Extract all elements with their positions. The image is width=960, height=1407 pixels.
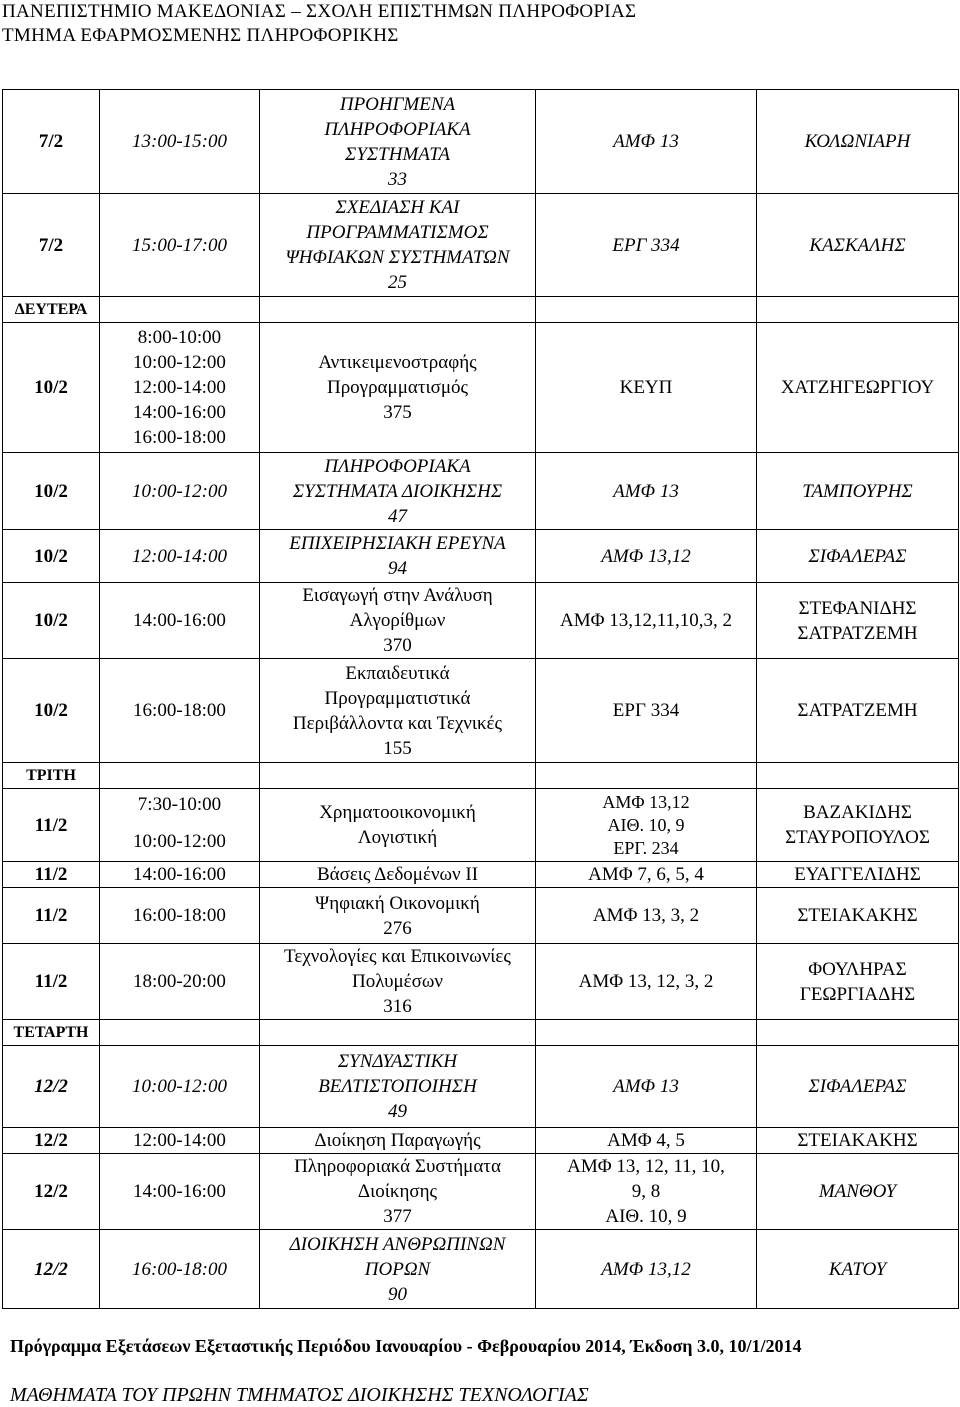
- exam-room: ΕΡΓ 334: [536, 194, 757, 297]
- exam-professor: ΣΙΦΑΛΕΡΑΣ: [757, 530, 959, 583]
- exam-date: 12/2: [3, 1046, 100, 1128]
- table-row: [3, 323, 959, 453]
- exam-time: 12:00-14:00: [100, 1128, 260, 1154]
- exam-room: ΑΜΦ 13,12: [536, 1230, 757, 1309]
- exam-date: 10/2: [3, 583, 100, 659]
- table-row: [3, 1128, 959, 1154]
- exam-room: ΑΜΦ 13,12: [536, 530, 757, 583]
- course-title: Χρηματοοικονομική Λογιστική: [260, 789, 536, 862]
- table-row: [3, 530, 959, 583]
- table-row: [3, 659, 959, 763]
- exam-date: 10/2: [3, 453, 100, 530]
- day-label: ΤΕΤΑΡΤΗ: [3, 1020, 100, 1046]
- exam-time: 10:00-12:00: [100, 1046, 260, 1128]
- exam-room: ΚΕΥΠ: [536, 323, 757, 453]
- exam-professors: ΦΟΥΛΗΡΑΣ ΓΕΩΡΓΙΑΔΗΣ: [757, 944, 959, 1020]
- course-title: Εκπαιδευτικά Προγραμματιστικά Περιβάλλοντα και Τεχνικές 155: [260, 659, 536, 763]
- table-row: [3, 789, 959, 862]
- table-row: [3, 862, 959, 888]
- exam-room: ΑΜΦ 13: [536, 453, 757, 530]
- table-row: [3, 583, 959, 659]
- day-label: ΤΡΙΤΗ: [3, 763, 100, 789]
- exam-professor: ΣΙΦΑΛΕΡΑΣ: [757, 1046, 959, 1128]
- course-title: Εισαγωγή στην Ανάλυση Αλγορίθμων 370: [260, 583, 536, 659]
- exam-date: 7/2: [3, 194, 100, 297]
- exam-time: 16:00-18:00: [100, 888, 260, 944]
- exam-time: 14:00-16:00: [100, 1154, 260, 1230]
- table-row: [3, 1046, 959, 1128]
- exam-date: 10/2: [3, 530, 100, 583]
- exam-time: 13:00-15:00: [100, 90, 260, 194]
- table-row: [3, 194, 959, 297]
- exam-time: 16:00-18:00: [100, 659, 260, 763]
- exam-rooms: ΑΜΦ 13,12 ΑΙΘ. 10, 9 ΕΡΓ. 234: [536, 789, 757, 862]
- exam-professors: ΣΤΕΦΑΝΙΔΗΣ ΣΑΤΡΑΤΖΕΜΗ: [757, 583, 959, 659]
- exam-date: 7/2: [3, 90, 100, 194]
- exam-rooms: ΑΜΦ 13, 12, 11, 10, 9, 8 ΑΙΘ. 10, 9: [536, 1154, 757, 1230]
- day-row: [3, 297, 959, 323]
- exam-date: 12/2: [3, 1154, 100, 1230]
- exam-professor: ΕΥΑΓΓΕΛΙΔΗΣ: [757, 862, 959, 888]
- exam-time: 16:00-18:00: [100, 1230, 260, 1309]
- exam-room: ΑΜΦ 13, 12, 3, 2: [536, 944, 757, 1020]
- exam-time: 18:00-20:00: [100, 944, 260, 1020]
- table-row: [3, 1230, 959, 1309]
- exam-professor: ΜΑΝΘΟΥ: [757, 1154, 959, 1230]
- course-title: ΣΧΕΔΙΑΣΗ ΚΑΙ ΠΡΟΓΡΑΜΜΑΤΙΣΜΟΣ ΨΗΦΙΑΚΩΝ ΣΥΣΤΗΜΑΤΩΝ 25: [260, 194, 536, 297]
- exam-room: ΑΜΦ 13: [536, 90, 757, 194]
- exam-time: 12:00-14:00: [100, 530, 260, 583]
- exam-room: ΕΡΓ 334: [536, 659, 757, 763]
- exam-professor: ΣΤΕΙΑΚΑΚΗΣ: [757, 888, 959, 944]
- schedule-footer-title: Πρόγραμμα Εξετάσεων Εξεταστικής Περιόδου Ιανουαρίου - Φεβρουαρίου 2014, Έκδοση 3.0, 10/1/2014: [10, 1336, 802, 1356]
- exam-professor: ΚΑΤΟΥ: [757, 1230, 959, 1309]
- course-title: Ψηφιακή Οικονομική 276: [260, 888, 536, 944]
- exam-room: ΑΜΦ 7, 6, 5, 4: [536, 862, 757, 888]
- exam-professor: ΚΟΛΩΝΙΑΡΗ: [757, 90, 959, 194]
- course-title: ΕΠΙΧΕΙΡΗΣΙΑΚΗ ΕΡΕΥΝΑ 94: [260, 530, 536, 583]
- exam-time: 14:00-16:00: [100, 862, 260, 888]
- exam-time: 14:00-16:00: [100, 583, 260, 659]
- department-footer: ΜΑΘΗΜΑΤΑ ΤΟΥ ΠΡΩΗΝ ΤΜΗΜΑΤΟΣ ΔΙΟΙΚΗΣΗΣ ΤΕΧΝΟΛΟΓΙΑΣ: [10, 1384, 589, 1406]
- exam-room: ΑΜΦ 13: [536, 1046, 757, 1128]
- table-row: [3, 944, 959, 1020]
- exam-date: 11/2: [3, 944, 100, 1020]
- exam-professor: ΣΑΤΡΑΤΖΕΜΗ: [757, 659, 959, 763]
- table-row: [3, 1154, 959, 1230]
- course-title: ΠΛΗΡΟΦΟΡΙΑΚΑ ΣΥΣΤΗΜΑΤΑ ΔΙΟΙΚΗΣΗΣ 47: [260, 453, 536, 530]
- exam-date: 11/2: [3, 789, 100, 862]
- course-title: Διοίκηση Παραγωγής: [260, 1128, 536, 1154]
- course-title: Αντικειμενοστραφής Προγραμματισμός 375: [260, 323, 536, 453]
- exam-professor: ΧΑΤΖΗΓΕΩΡΓΙΟΥ: [757, 323, 959, 453]
- exam-date: 10/2: [3, 659, 100, 763]
- exam-room: ΑΜΦ 4, 5: [536, 1128, 757, 1154]
- table-row: [3, 888, 959, 944]
- exam-date: 11/2: [3, 888, 100, 944]
- exam-date: 10/2: [3, 323, 100, 453]
- course-title: ΠΡΟΗΓΜΕΝΑ ΠΛΗΡΟΦΟΡΙΑΚΑ ΣΥΣΤΗΜΑΤΑ 33: [260, 90, 536, 194]
- exam-professor: ΤΑΜΠΟΥΡΗΣ: [757, 453, 959, 530]
- exam-time: 10:00-12:00: [100, 453, 260, 530]
- department-header: ΤΜΗΜΑ ΕΦΑΡΜΟΣΜΕΝΗΣ ΠΛΗΡΟΦΟΡΙΚΗΣ: [2, 25, 399, 46]
- exam-schedule-table: [2, 89, 959, 1309]
- exam-times: 8:00-10:00 10:00-12:00 12:00-14:00 14:00-16:00 16:00-18:00: [100, 323, 260, 453]
- university-header: ΠΑΝΕΠΙΣΤΗΜΙΟ ΜΑΚΕΔΟΝΙΑΣ – ΣΧΟΛΗ ΕΠΙΣΤΗΜΩΝ ΠΛΗΡΟΦΟΡΙΑΣ: [2, 1, 637, 22]
- exam-professors: ΒΑΖΑΚΙΔΗΣ ΣΤΑΥΡΟΠΟΥΛΟΣ: [757, 789, 959, 862]
- course-title: ΣΥΝΔΥΑΣΤΙΚΗ ΒΕΛΤΙΣΤΟΠΟΙΗΣΗ 49: [260, 1046, 536, 1128]
- day-row: [3, 1020, 959, 1046]
- exam-room: ΑΜΦ 13,12,11,10,3, 2: [536, 583, 757, 659]
- course-title: Τεχνολογίες και Επικοινωνίες Πολυμέσων 316: [260, 944, 536, 1020]
- exam-date: 11/2: [3, 862, 100, 888]
- exam-date: 12/2: [3, 1128, 100, 1154]
- exam-room: ΑΜΦ 13, 3, 2: [536, 888, 757, 944]
- table-row: [3, 90, 959, 194]
- exam-professor: ΣΤΕΙΑΚΑΚΗΣ: [757, 1128, 959, 1154]
- table-row: [3, 453, 959, 530]
- exam-date: 12/2: [3, 1230, 100, 1309]
- course-title: ΔΙΟΙΚΗΣΗ ΑΝΘΡΩΠΙΝΩΝ ΠΟΡΩΝ 90: [260, 1230, 536, 1309]
- day-row: [3, 763, 959, 789]
- exam-time: 15:00-17:00: [100, 194, 260, 297]
- course-title: Πληροφοριακά Συστήματα Διοίκησης 377: [260, 1154, 536, 1230]
- exam-professor: ΚΑΣΚΑΛΗΣ: [757, 194, 959, 297]
- exam-times: 7:30-10:00 10:00-12:00: [100, 789, 260, 862]
- course-title: Βάσεις Δεδομένων ΙΙ: [260, 862, 536, 888]
- day-label: ΔΕΥΤΕΡΑ: [3, 297, 100, 323]
